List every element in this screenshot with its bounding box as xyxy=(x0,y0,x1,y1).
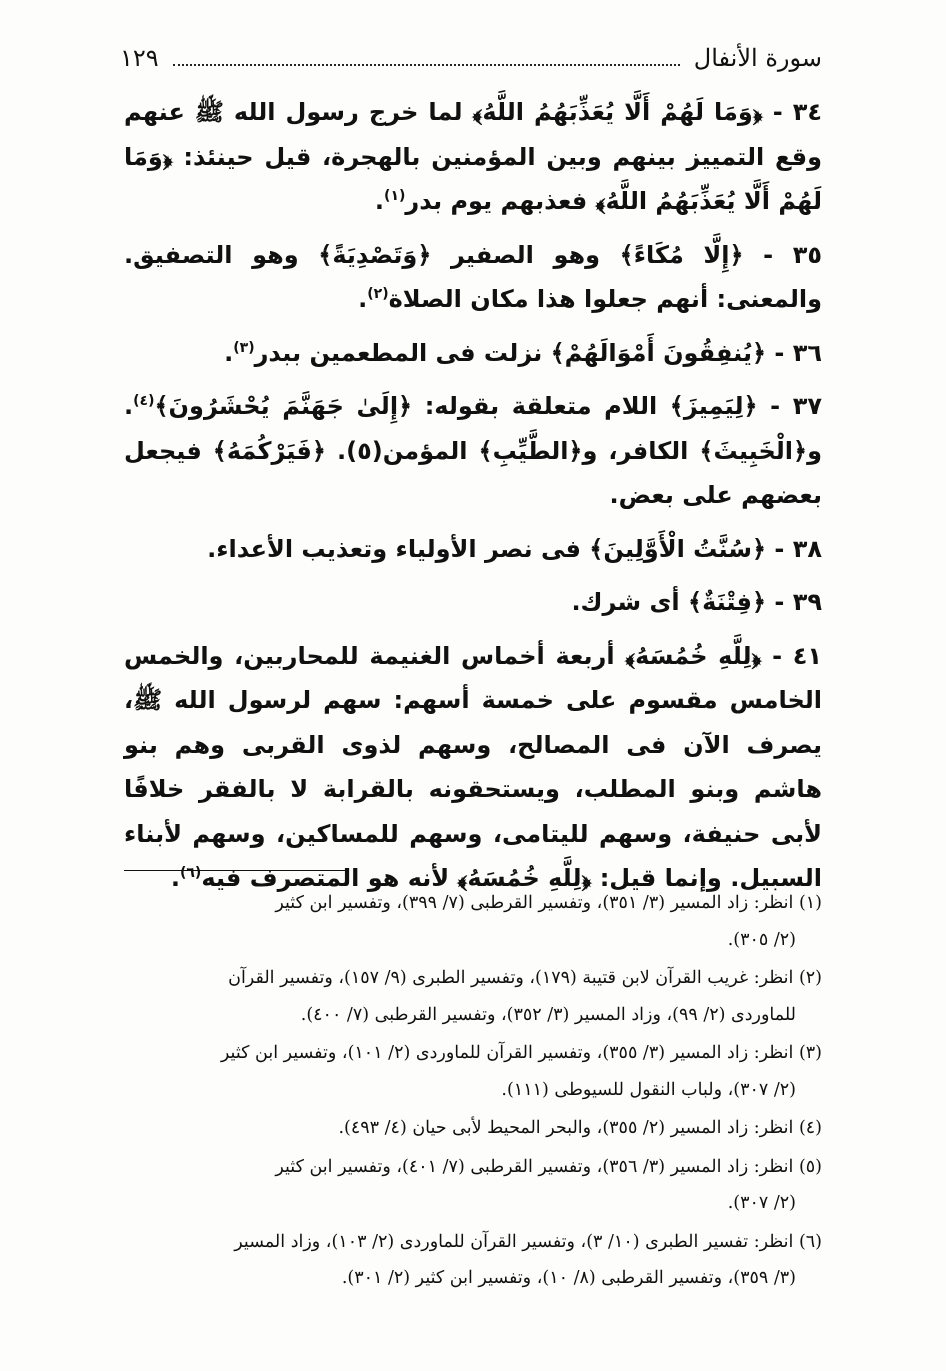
entry-text: ﴿سُنَّتُ الْأَوَّلِينَ﴾ فى نصر الأولياء وتعذيب الأعداء. xyxy=(207,534,767,563)
footnote-text: انظر: زاد المسير (٣/ ٣٥١)، وتفسير القرطبى (٧/ ٣٩٩)، وتفسير ابن كثير xyxy=(275,893,794,913)
page-header xyxy=(120,40,822,76)
entry-text: ﴿فِتْنَةٌ﴾ أى شرك. xyxy=(571,588,767,616)
entry-number: ٣٤ - xyxy=(772,98,822,126)
entry-41 xyxy=(124,634,822,901)
footnote-text: انظر: غريب القرآن لابن قتيبة (١٧٩)، وتفسير الطبرى (٩/ ١٥٧)، وتفسير القرآن xyxy=(228,968,794,988)
entry-number: ٣٥ - xyxy=(763,240,822,269)
entry-number: ٣٦ - xyxy=(774,338,822,367)
footnote-4 xyxy=(124,1110,822,1147)
footnote-text: انظر: تفسير الطبرى (١٠/ ٣)، وتفسير القرآن للماوردى (٢/ ١٠٣)، وزاد المسير xyxy=(234,1231,794,1252)
footnote-label: (٦) xyxy=(798,1231,822,1252)
entry-end: . و﴿الْخَبِيثَ﴾ الكافر، و﴿الطَّيِّبِ﴾ المؤمن(٥). ﴿فَيَرْكُمَهُ﴾ فيجعل بعضهم على بعض. xyxy=(124,392,822,509)
footnote-text-cont: (٢/ ٣٠٧)، ولباب النقول للسيوطى (١١١). xyxy=(501,1079,796,1100)
header-dotted-leader xyxy=(173,50,680,66)
footnotes xyxy=(124,885,822,1299)
footnote-3 xyxy=(124,1035,822,1108)
footnote-ref: (٦) xyxy=(179,865,202,881)
entry-number: ٣٩ - xyxy=(774,588,822,616)
footnote-ref: (١) xyxy=(384,188,406,204)
footnote-label: (٥) xyxy=(798,1156,822,1177)
footnote-text-cont: (٢/ ٣٠٥). xyxy=(727,929,796,950)
entry-number: ٣٨ - xyxy=(774,534,822,563)
footnote-text: انظر: زاد المسير (٣/ ٣٥٦)، وتفسير القرطبى (٧/ ٤٠١)، وتفسير ابن كثير xyxy=(275,1156,794,1177)
footnote-text-cont: (٢/ ٣٠٧). xyxy=(727,1193,796,1213)
surah-title: سورة الأنفال xyxy=(693,44,822,72)
entry-text: ﴿إِلَّا مُكَاءً﴾ وهو الصفير ﴿وَتَصْدِيَةً﴾ وهو التصفيق. والمعنى: أنهم جعلوا هذا مكان الصلاة xyxy=(124,240,822,313)
entry-text: ﴿وَمَا لَهُمْ أَلَّا يُعَذِّبَهُمُ اللَّهُ﴾ لما خرج رسول الله ﷺ عنهم وقع التمييز بينهم وبين المؤمنين بالهجرة، قيل حينئذ: ﴿وَمَا لَهُمْ أَلَّا يُعَذِّبَهُمُ اللَّهُ﴾ فعذبهم يوم بدر xyxy=(124,98,822,215)
entry-38 xyxy=(124,527,822,572)
entry-text: ﴿لِلَّهِ خُمُسَهُ﴾ أربعة أخماس الغنيمة للمحاربين، والخمس الخامس مقسوم على خمسة أسهم: سهم لرسول الله ﷺ، يصرف الآن فى المصالح، وسهم لذوى القربى وهم بنو هاشم وبنو المطلب، ويستحقونه بالقرابة لا بالفقر خلافًا لأبى حنيفة، وسهم لليتامى، وسهم للمساكين، وسهم لأبناء السبيل. وإنما قيل: ﴿لِلَّهِ خُمُسَهُ﴾ لأنه هو المتصرف فيه xyxy=(124,641,822,892)
entry-text: ﴿لِيَمِيزَ﴾ اللام متعلقة بقوله: ﴿إِلَىٰ جَهَنَّمَ يُحْشَرُونَ﴾ xyxy=(154,392,758,420)
footnote-ref: (٤) xyxy=(133,393,155,409)
footnote-6 xyxy=(124,1224,822,1297)
footnote-ref: (٣) xyxy=(233,339,255,356)
entry-35 xyxy=(124,233,822,322)
entry-end: . xyxy=(374,187,385,215)
footnote-5 xyxy=(124,1149,822,1222)
entry-39 xyxy=(124,580,822,625)
footnote-text: انظر: زاد المسير (٣/ ٣٥٥)، وتفسير القرآن للماوردى (٢/ ١٠١)، وتفسير ابن كثير xyxy=(220,1043,794,1063)
footnote-label: (٣) xyxy=(798,1043,822,1063)
footnote-label: (١) xyxy=(798,893,822,913)
commentary-body xyxy=(124,90,822,910)
entry-36 xyxy=(124,331,822,376)
entry-text: ﴿يُنفِقُونَ أَمْوَالَهُمْ﴾ نزلت فى المطعمين ببدر xyxy=(254,338,767,367)
entry-end: . xyxy=(170,864,180,892)
footnote-text-cont: للماوردى (٢/ ٩٩)، وزاد المسير (٣/ ٣٥٢)، وتفسير القرطبى (٧/ ٤٠٠). xyxy=(300,1004,796,1025)
footnote-2 xyxy=(124,960,822,1033)
footnote-ref: (٢) xyxy=(367,286,389,302)
footnote-1 xyxy=(124,885,822,958)
entry-37 xyxy=(124,384,822,518)
page-number: ١٢٩ xyxy=(120,44,159,72)
footnote-text-cont: (٣/ ٣٥٩)، وتفسير القرطبى (٨/ ١٠)، وتفسير ابن كثير (٢/ ٣٠١). xyxy=(341,1268,796,1288)
footnote-label: (٢) xyxy=(798,968,822,988)
entry-number: ٣٧ - xyxy=(770,392,822,420)
footnote-label: (٤) xyxy=(798,1118,822,1138)
entry-end: . xyxy=(358,285,368,313)
entry-number: ٤١ - xyxy=(772,641,823,670)
entry-end: . xyxy=(224,338,234,367)
footnote-separator xyxy=(124,870,346,871)
entry-34 xyxy=(124,90,822,224)
footnote-text: انظر: زاد المسير (٢/ ٣٥٥)، والبحر المحيط لأبى حيان (٤/ ٤٩٣). xyxy=(338,1118,794,1138)
